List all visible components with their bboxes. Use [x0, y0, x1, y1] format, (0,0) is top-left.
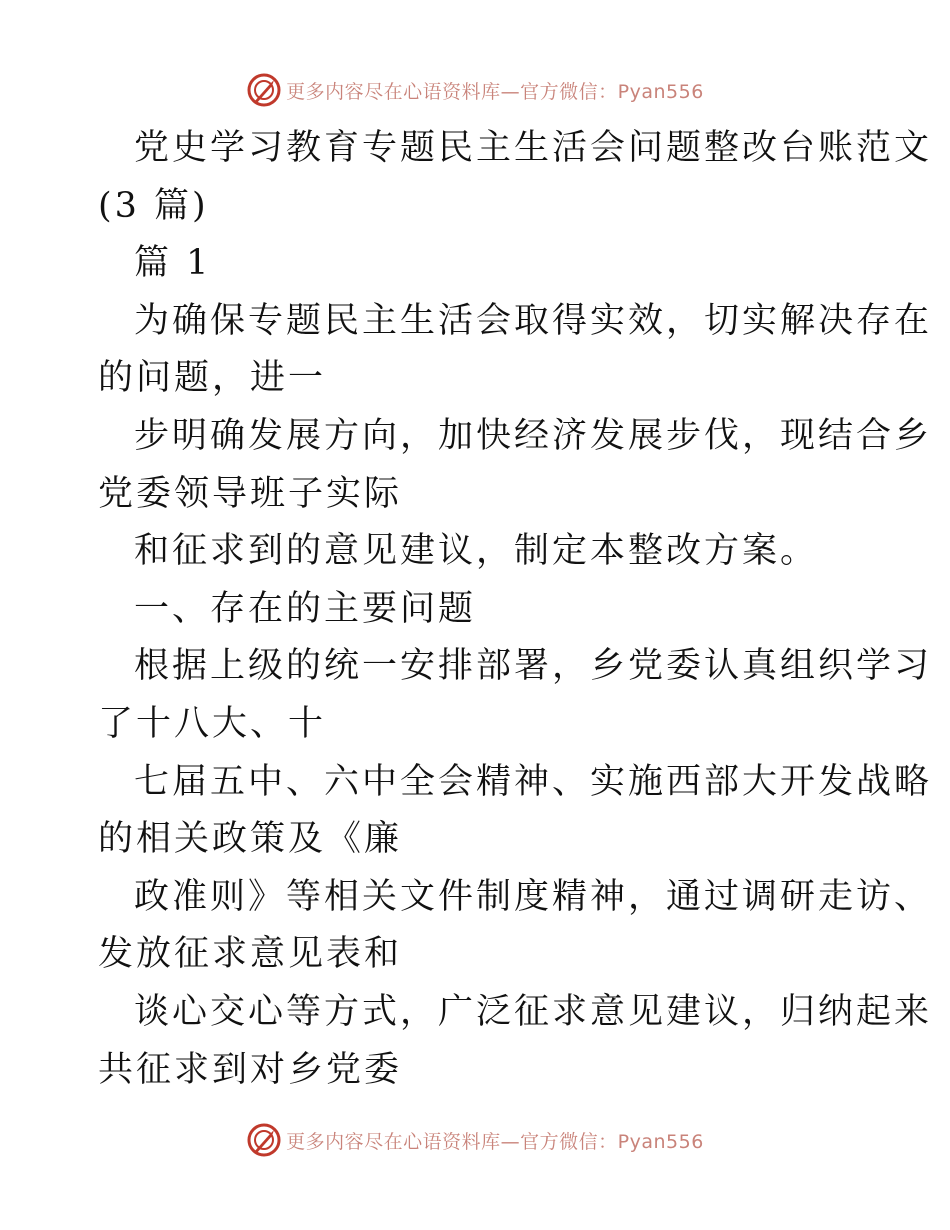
text-line: 七届五中、六中全会精神、实施西部大开发战略 [134, 761, 933, 802]
text-line: 步明确发展方向，加快经济发展步伐，现结合乡 [134, 415, 933, 456]
text-line: 一、存在的主要问题 [134, 588, 477, 629]
footer-watermark [0, 1120, 950, 1160]
header-watermark-text: 更多内容尽在心语资料库—官方微信：Pyan556 [286, 80, 704, 103]
text-line: 根据上级的统一安排部署，乡党委认真组织学习 [134, 646, 933, 687]
text-line: 和征求到的意见建议，制定本整改方案。 [134, 531, 819, 572]
text-line: 发放征求意见表和 [98, 934, 403, 975]
header-watermark [0, 70, 950, 110]
text-line: 政准则》等相关文件制度精神，通过调研走访、 [134, 876, 933, 917]
text-line: 党委领导班子实际 [98, 473, 403, 514]
text-line: 的相关政策及《廉 [98, 819, 403, 860]
footer-watermark-text: 更多内容尽在心语资料库—官方微信：Pyan556 [286, 1130, 704, 1153]
text-line: 共征求到对乡党委 [98, 1049, 403, 1090]
text-line: 篇 1 [134, 243, 212, 284]
text-line: 谈心交心等方式，广泛征求意见建议，归纳起来 [134, 991, 933, 1032]
text-line: 的问题，进一 [98, 358, 327, 399]
text-line: 了十八大、十 [98, 703, 327, 744]
pen-logo-icon [246, 1122, 282, 1158]
text-line: (3 篇) [98, 185, 209, 226]
document-body [98, 120, 933, 1099]
text-line: 为确保专题民主生活会取得实效，切实解决存在 [134, 300, 933, 341]
text-line: 党史学习教育专题民主生活会问题整改台账范文 [134, 128, 933, 168]
pen-logo-icon [246, 72, 282, 108]
